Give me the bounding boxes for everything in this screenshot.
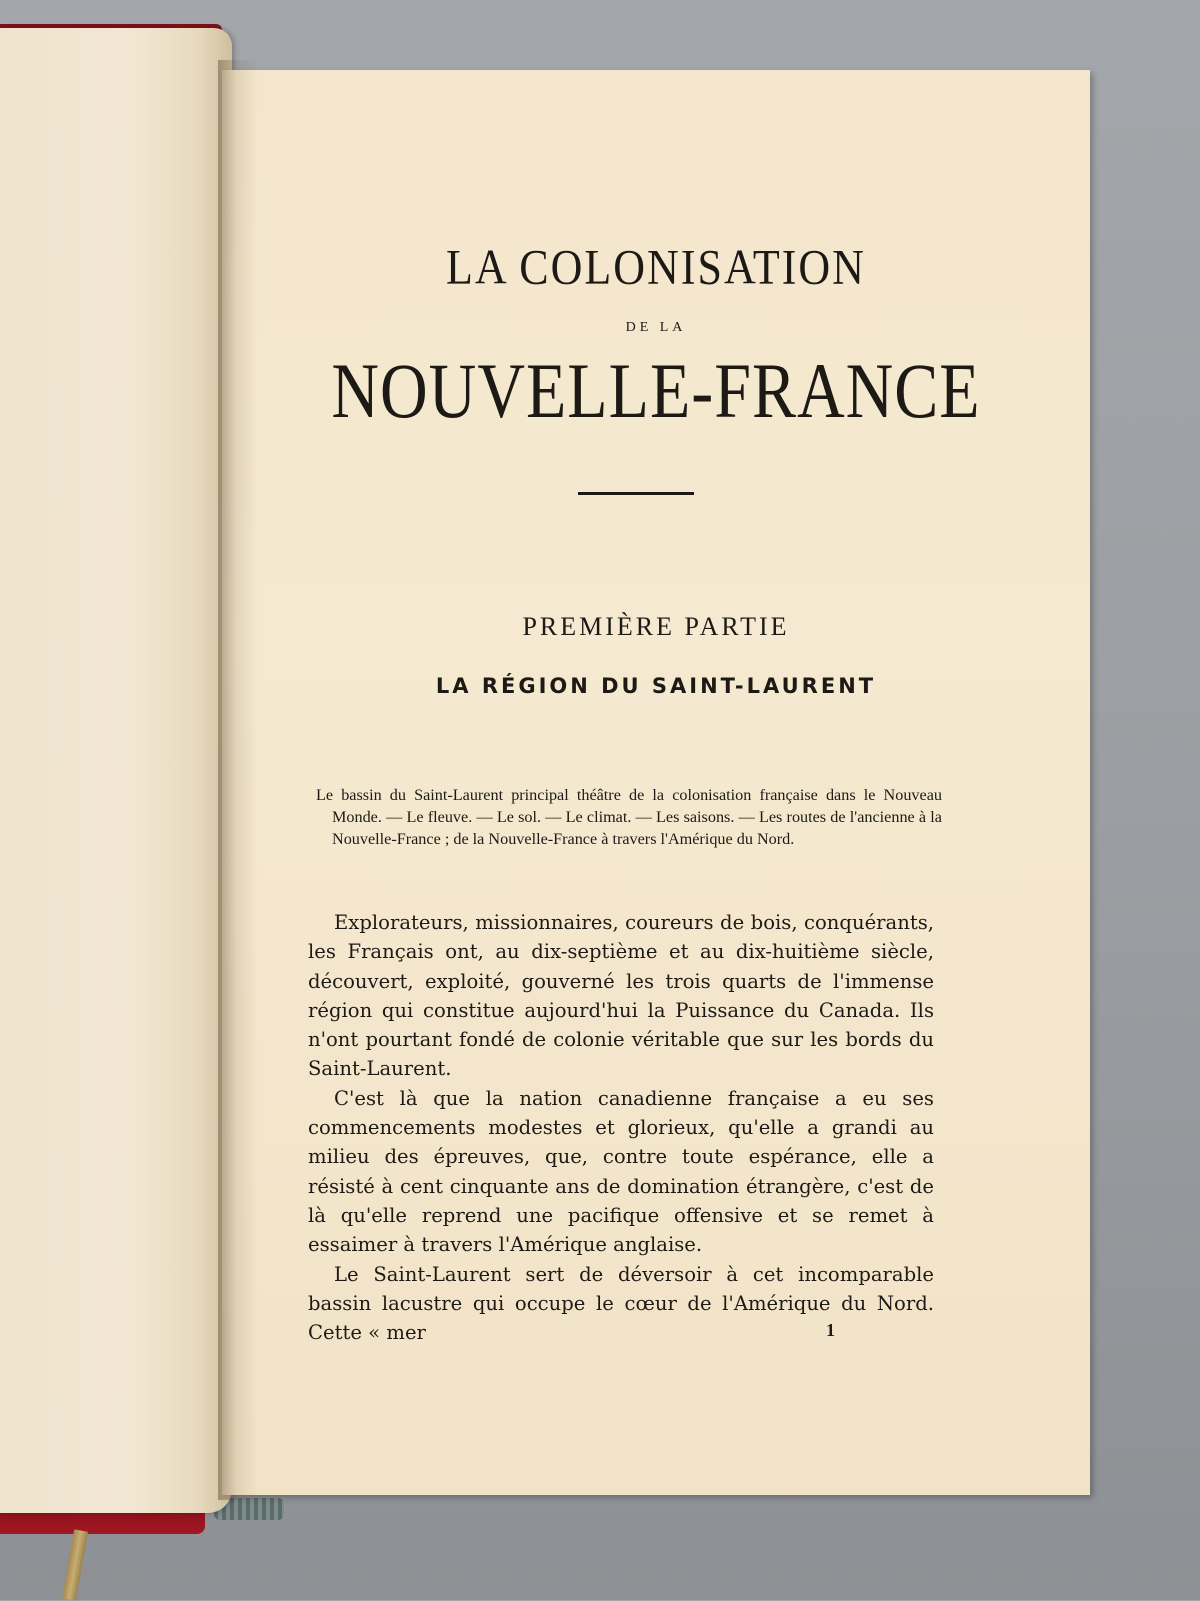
- right-printed-page: [222, 70, 1090, 1495]
- book-title-line2: NOUVELLE-FRANCE: [331, 348, 981, 435]
- paragraph: Explorateurs, missionnaires, coureurs de bois, conquérants, les Français ont, au dix-septième et au dix-huitième siècle, découvert, exploité, gouverné les trois quarts de l'immense région qui constitue aujourd'hui la Puissance du Canada. Ils n'ont pourtant fondé de colonie véritable que sur les bords du Saint-Laurent.: [308, 911, 934, 1081]
- part-heading: PREMIÈRE PARTIE: [522, 612, 790, 641]
- chapter-summary: Le bassin du Saint-Laurent principal théâtre de la colonisation française dans le Nouveau Monde. — Le fleuve. — Le sol. — Le climat. — Les saisons. — Les routes de l'ancienne à la Nouvelle-France ; de la Nouvelle-France à travers l'Amérique du Nord.: [316, 786, 942, 848]
- bookmark-ribbon: [62, 1529, 88, 1600]
- paragraph: Le Saint-Laurent sert de déversoir à cet incomparable bassin lacustre qui occupe le cœur de l'Amérique du Nord. Cette « mer: [308, 1262, 934, 1345]
- book-title-connector: DE LA: [625, 320, 687, 335]
- region-heading: LA RÉGION DU SAINT-LAURENT: [435, 674, 877, 698]
- page-number: 1: [826, 1320, 835, 1340]
- paragraph: C'est là que la nation canadienne française a eu ses commencements modestes et glorieux, qu'elle a grandi au milieu des épreuves, que, contre toute espérance, elle a résisté à cent cinquante ans de domination étrangère, c'est de là qu'elle reprend une pacifique offensive et se remet à essaimer à travers l'Amérique anglaise.: [308, 1086, 934, 1257]
- title-rule: [578, 492, 694, 495]
- page-content: [222, 70, 1090, 1495]
- left-blank-page: [0, 28, 232, 1513]
- book-title-line1: LA COLONISATION: [446, 240, 866, 295]
- body-text: [308, 908, 934, 1347]
